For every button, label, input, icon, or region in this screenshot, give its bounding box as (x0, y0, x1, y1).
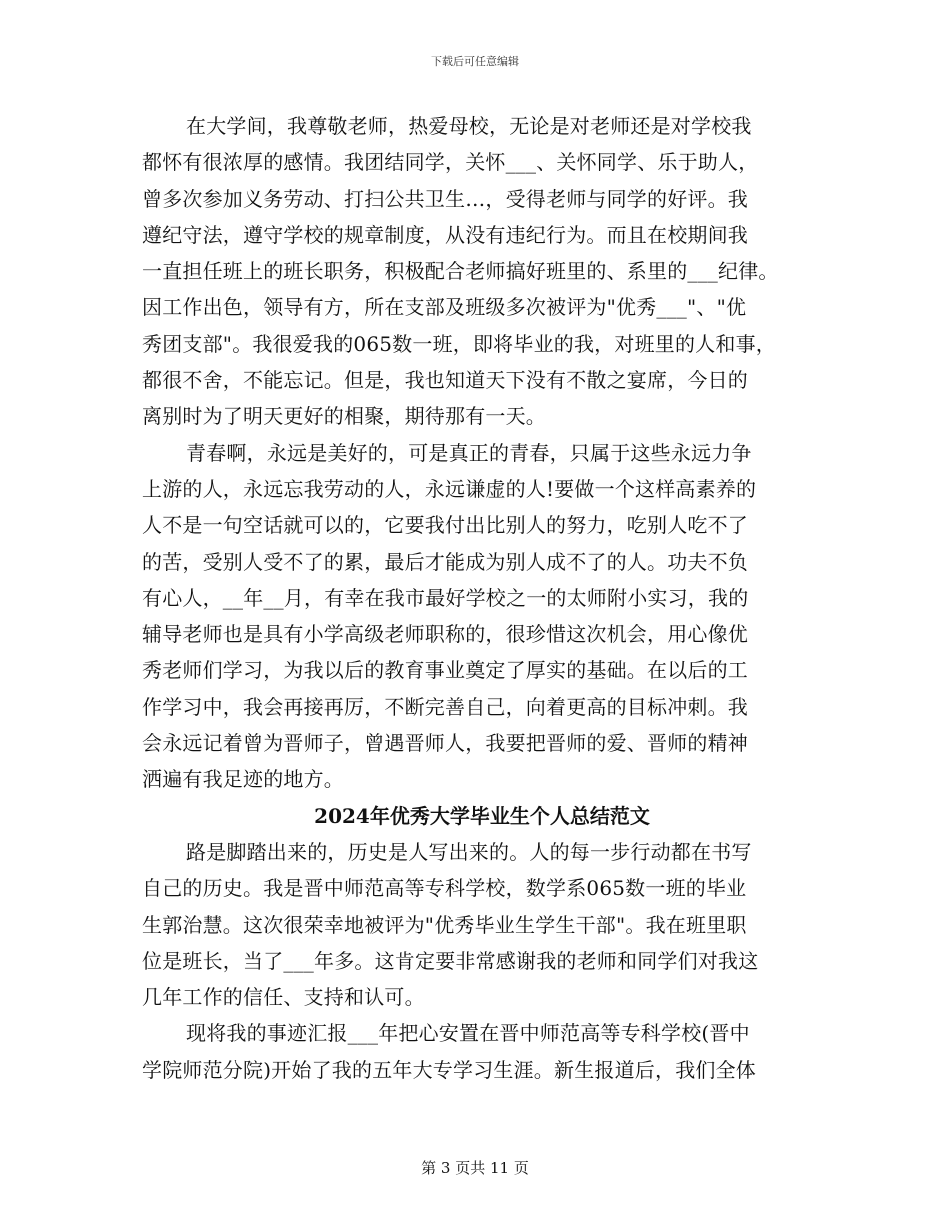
text-line: 因工作出色，领导有方，所在支部及班级多次被评为"优秀___"、"优 (142, 295, 747, 320)
text-line: 都很不舍，不能忘记。但是，我也知道天下没有不散之宴席，今日的 (142, 368, 748, 393)
text-line: 青春啊，永远是美好的，可是真正的青春，只属于这些永远力争 (186, 440, 752, 465)
page-header: 下载后可任意编辑 (431, 55, 519, 68)
text-line: 现将我的事迹汇报___年把心安置在晋中师范高等专科学校(晋中 (186, 1021, 750, 1046)
text-line: 曾多次参加义务劳动、打扫公共卫生…，受得老师与同学的好评。我 (142, 186, 748, 211)
text-line: 有心人，__年__月，有幸在我市最好学校之一的太师附小实习，我的 (142, 585, 749, 610)
text-line: 在大学间，我尊敬老师，热爱母校，无论是对老师还是对学校我 (186, 114, 752, 138)
text-line: 秀团支部"。我很爱我的065数一班，即将毕业的我，对班里的人和事， (142, 331, 776, 356)
text-line: 上游的人，永远忘我劳动的人，永远谦虚的人!要做一个这样高素养的 (142, 476, 757, 501)
page-footer: 第 3 页共 11 页 (421, 1159, 529, 1177)
text-line: 离别时为了明天更好的相聚，期待那有一天。 (142, 404, 546, 429)
text-line: 自己的历史。我是晋中师范高等专科学校，数学系065数一班的毕业 (142, 876, 747, 901)
text-line: 路是脚踏出来的，历史是人写出来的。人的每一步行动都在书写 (186, 839, 752, 864)
text-line: 都怀有很浓厚的感情。我团结同学，关怀___、关怀同学、乐于助人， (142, 150, 759, 175)
text-line: 洒遍有我足迹的地方。 (142, 767, 344, 792)
text-line: 的苦，受别人受不了的累，最后才能成为别人成不了的人。功夫不负 (142, 549, 748, 574)
text-line: 一直担任班上的班长职务，积极配合老师搞好班里的、系里的___纪律。 (142, 259, 779, 284)
text-line: 会永远记着曾为晋师子，曾遇晋师人，我要把晋师的爱、晋师的精神 (142, 731, 748, 756)
text-line: 秀老师们学习，为我以后的教育事业奠定了厚实的基础。在以后的工 (142, 658, 748, 683)
text-line: 遵纪守法，遵守学校的规章制度，从没有违纪行为。而且在校期间我 (142, 222, 748, 247)
text-line: 位是班长，当了___年多。这肯定要非常感谢我的老师和同学们对我这 (142, 948, 759, 973)
text-line: 辅导老师也是具有小学高级老师职称的，很珍惜这次机会，用心像优 (142, 622, 748, 647)
section-heading: 2024年优秀大学毕业生个人总结范文 (314, 803, 650, 828)
text-line: 生郭治慧。这次很荣幸地被评为"优秀毕业生学生干部"。我在班里职 (142, 912, 747, 937)
document-body (142, 108, 822, 1088)
text-line: 学院师范分院)开始了我的五年大专学习生涯。新生报道后，我们全体 (142, 1057, 757, 1082)
text-line: 作学习中，我会再接再厉，不断完善自己，向着更高的目标冲刺。我 (142, 694, 748, 719)
text-line: 几年工作的信任、支持和认可。 (142, 985, 425, 1010)
text-line: 人不是一句空话就可以的，它要我付出比别人的努力，吃别人吃不了 (142, 513, 748, 538)
